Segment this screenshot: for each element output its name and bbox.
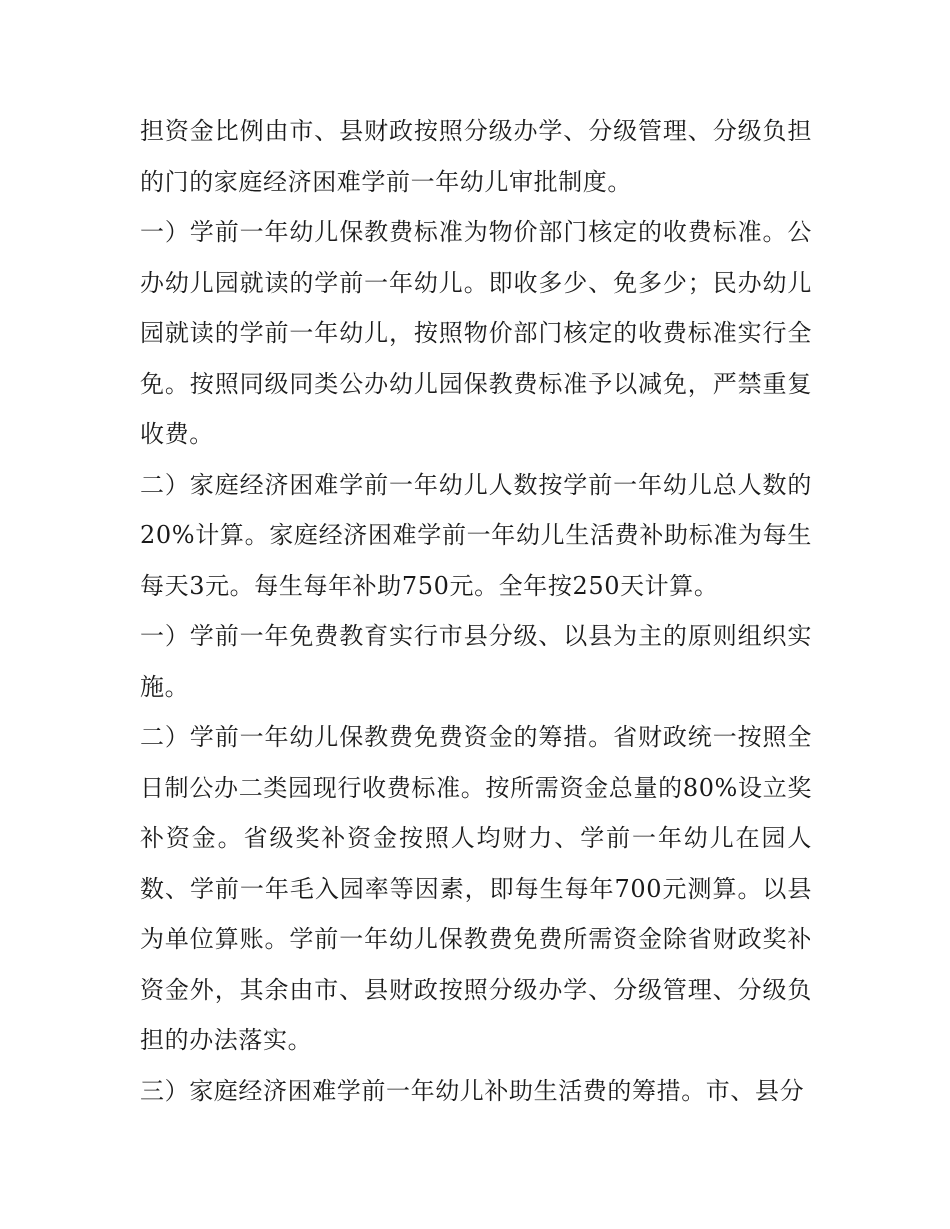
- paragraph-6: 三）家庭经济困难学前一年幼儿补助生活费的筹措。市、县分: [140, 1076, 805, 1105]
- paragraph-5: 二）学前一年幼儿保教费免费资金的筹措。省财政统一按照全日制公办二类园现行收费标准。按所需资金总量的80%设立奖补资金。省级奖补资金按照人均财力、学前一年幼儿在园人数、学前一年毛入园率等因素，即每生每年700元测算。以县为单位算账。学前一年幼儿保教费免费所需资金除省财政奖补资金外，其余由市、县财政按照分级办学、分级管理、分级负担的办法落实。: [140, 723, 812, 1054]
- paragraph-4: 一）学前一年免费教育实行市县分级、以县为主的原则组织实施。: [140, 622, 812, 701]
- paragraph-2: 一）学前一年幼儿保教费标准为物价部门核定的收费标准。公办幼儿园就读的学前一年幼儿。即收多少、免多少；民办幼儿园就读的学前一年幼儿，按照物价部门核定的收费标准实行全免。按照同级同类公办幼儿园保教费标准予以减免，严禁重复收费。: [140, 218, 812, 448]
- document-body: [140, 106, 812, 1116]
- paragraph-1: 担资金比例由市、县财政按照分级办学、分级管理、分级负担的门的家庭经济困难学前一年幼儿审批制度。: [140, 117, 812, 196]
- paragraph-3: 二）家庭经济困难学前一年幼儿人数按学前一年幼儿总人数的20%计算。家庭经济困难学前一年幼儿生活费补助标准为每生每天3元。每生每年补助750元。全年按250天计算。: [140, 470, 812, 600]
